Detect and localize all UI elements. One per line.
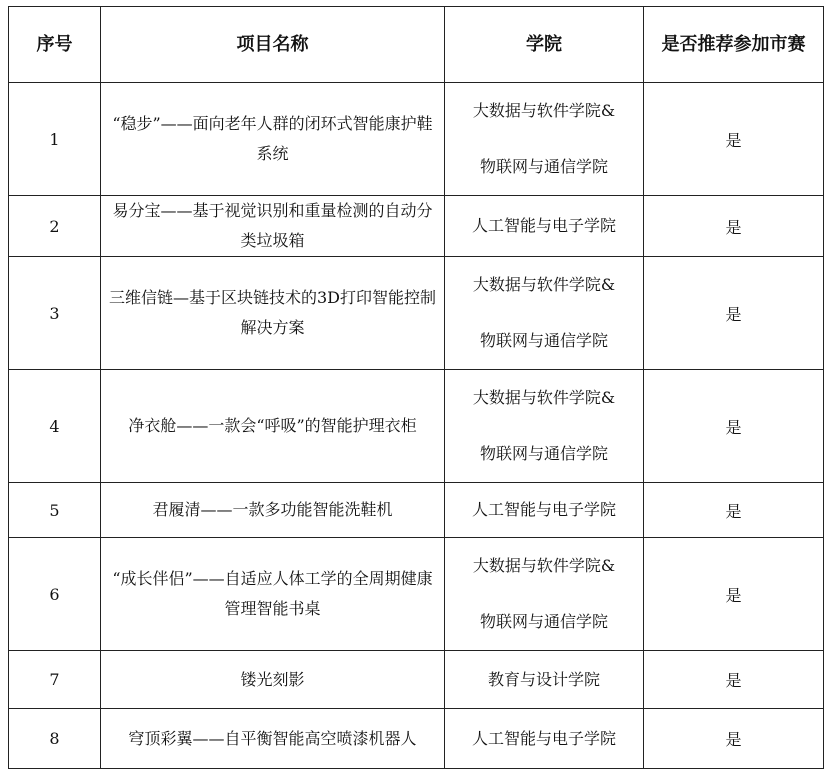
recommend-value: 是 (644, 196, 824, 257)
table-row (9, 257, 824, 370)
recommend-value: 是 (644, 83, 824, 196)
row-index: 2 (9, 196, 101, 257)
college-cell (445, 370, 644, 483)
header-recommend: 是否推荐参加市赛 (644, 7, 824, 83)
project-name: 穹顶彩翼——自平衡智能高空喷漆机器人 (101, 709, 445, 769)
college-name: 大数据与软件学院& (472, 275, 616, 294)
table-body (9, 83, 824, 769)
header-project-name: 项目名称 (101, 7, 445, 83)
project-name: 君履清——一款多功能智能洗鞋机 (101, 483, 445, 538)
college-name: 教育与设计学院 (487, 669, 600, 689)
project-name: 净衣舱——一款会“呼吸”的智能护理衣柜 (101, 370, 445, 483)
recommend-value: 是 (644, 370, 824, 483)
college-cell (445, 257, 644, 370)
row-index: 7 (9, 651, 101, 709)
project-name: “稳步”——面向老年人群的闭环式智能康护鞋系统 (101, 83, 445, 196)
table-row (9, 709, 824, 769)
header-college: 学院 (445, 7, 644, 83)
recommend-value: 是 (644, 651, 824, 709)
table-row (9, 370, 824, 483)
table-row (9, 83, 824, 196)
recommend-value: 是 (644, 538, 824, 651)
row-index: 5 (9, 483, 101, 538)
college-cell (445, 196, 644, 257)
project-name: 三维信链—基于区块链技术的3D打印智能控制解决方案 (101, 257, 445, 370)
college-cell (445, 538, 644, 651)
header-index: 序号 (9, 7, 101, 83)
recommend-value: 是 (644, 257, 824, 370)
college-name: 物联网与通信学院 (479, 331, 608, 350)
row-index: 4 (9, 370, 101, 483)
college-cell (445, 483, 644, 538)
table-row (9, 538, 824, 651)
row-index: 1 (9, 83, 101, 196)
college-name: 大数据与软件学院& (472, 388, 616, 407)
row-index: 3 (9, 257, 101, 370)
table-row (9, 483, 824, 538)
row-index: 6 (9, 538, 101, 651)
college-name: 物联网与通信学院 (479, 157, 608, 176)
row-index: 8 (9, 709, 101, 769)
college-name: 大数据与软件学院& (472, 556, 616, 575)
recommend-value: 是 (644, 483, 824, 538)
project-table (8, 6, 824, 769)
college-name: 人工智能与电子学院 (471, 500, 616, 519)
college-cell (445, 709, 644, 769)
table-row (9, 651, 824, 709)
college-name: 物联网与通信学院 (479, 444, 608, 463)
college-cell (445, 651, 644, 709)
college-name: 大数据与软件学院& (472, 101, 616, 120)
project-name: “成长伴侣”——自适应人体工学的全周期健康管理智能书桌 (101, 538, 445, 651)
table-row (9, 196, 824, 257)
college-cell (445, 83, 644, 196)
table-header-row (9, 7, 824, 83)
project-name: 易分宝——基于视觉识别和重量检测的自动分类垃圾箱 (101, 196, 445, 257)
college-name: 物联网与通信学院 (479, 612, 608, 631)
recommend-value: 是 (644, 709, 824, 769)
college-name: 人工智能与电子学院 (471, 216, 616, 235)
college-name: 人工智能与电子学院 (471, 728, 616, 748)
project-name: 镂光刻影 (101, 651, 445, 709)
